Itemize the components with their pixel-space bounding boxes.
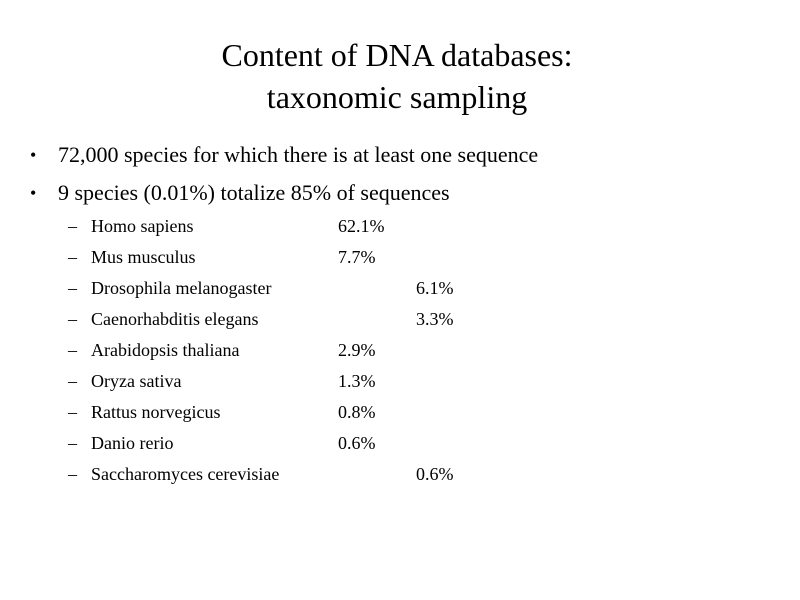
sub-bullet-dash: –: [68, 216, 77, 236]
species-name: Caenorhabditis elegans: [91, 309, 259, 329]
sub-bullet-dash: –: [68, 371, 77, 391]
bullet-species-count: [30, 142, 538, 168]
species-name: Danio rerio: [91, 433, 174, 453]
sub-bullet-dash: –: [68, 433, 77, 453]
species-name: Rattus norvegicus: [91, 402, 221, 422]
species-name: Drosophila melanogaster: [91, 278, 272, 298]
bullet-text: 9 species (0.01%) totalize 85% of sequences: [58, 180, 450, 205]
bullet-top-species: [30, 180, 450, 206]
species-name: Homo sapiens: [91, 216, 194, 236]
bullet-marker: •: [30, 145, 37, 165]
species-percent: 6.1%: [416, 278, 454, 298]
slide-title: [0, 34, 794, 118]
slide-title-line-1: Content of DNA databases:: [221, 37, 573, 73]
bullet-text: 72,000 species for which there is at least one sequence: [58, 142, 539, 167]
sub-bullet-dash: –: [68, 340, 77, 360]
species-percent: 0.8%: [338, 402, 376, 422]
species-percent: 2.9%: [338, 340, 376, 360]
bullet-marker: •: [30, 183, 37, 203]
species-percent: 0.6%: [338, 433, 376, 453]
species-percent: 0.6%: [416, 464, 454, 484]
slide-title-line-2: taxonomic sampling: [266, 79, 528, 115]
sub-bullet-dash: –: [68, 402, 77, 422]
sub-bullet-dash: –: [68, 247, 77, 267]
species-percent: 7.7%: [338, 247, 376, 267]
sub-bullet-dash: –: [68, 278, 77, 298]
species-name: Oryza sativa: [91, 371, 182, 391]
species-name: Mus musculus: [91, 247, 196, 267]
species-percent: 1.3%: [338, 371, 376, 391]
species-percent: 62.1%: [338, 216, 385, 236]
sub-bullet-dash: –: [68, 309, 77, 329]
sub-bullet-dash: –: [68, 464, 77, 484]
species-name: Saccharomyces cerevisiae: [91, 464, 280, 484]
species-percent: 3.3%: [416, 309, 454, 329]
species-name: Arabidopsis thaliana: [91, 340, 240, 360]
